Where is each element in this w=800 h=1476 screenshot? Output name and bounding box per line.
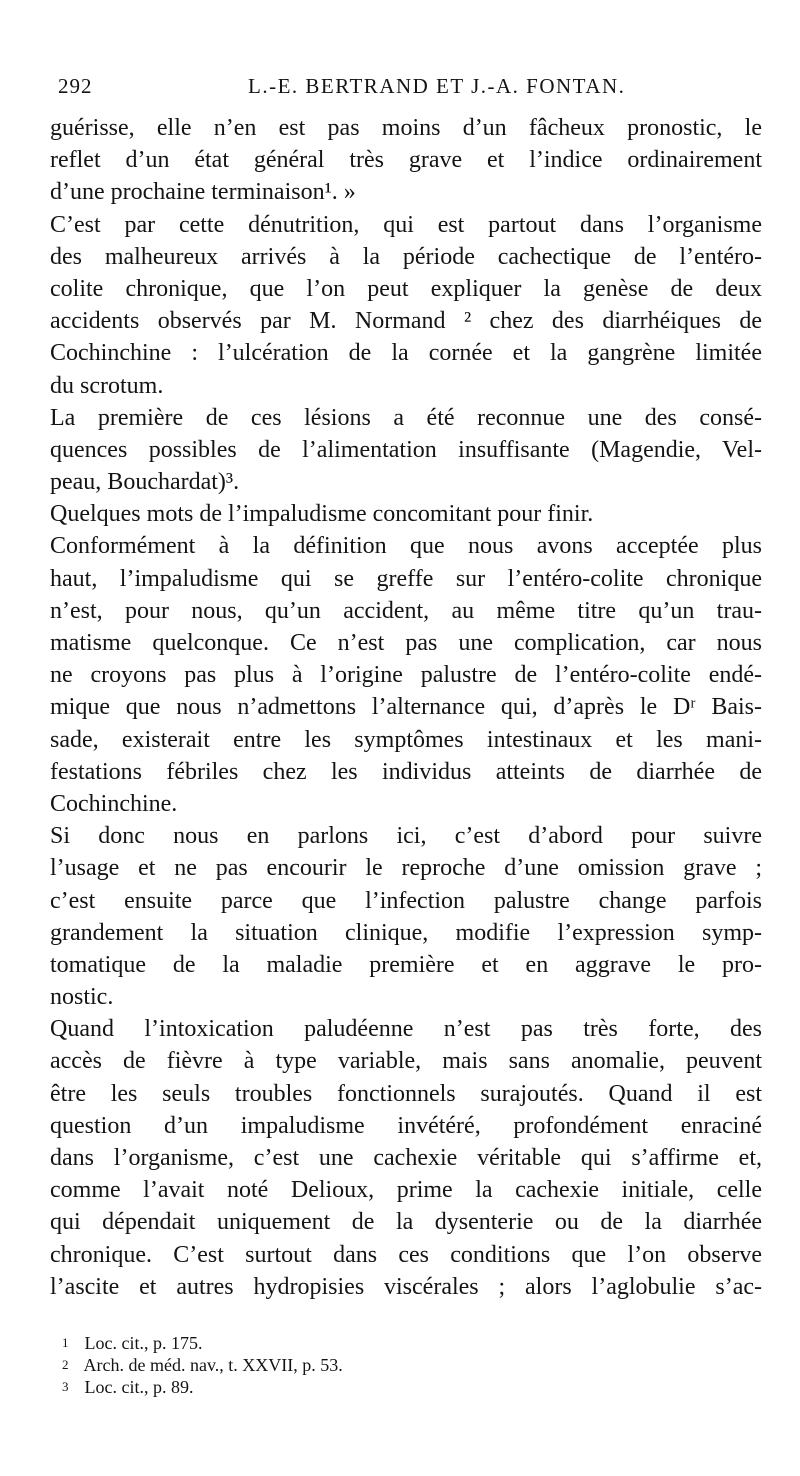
text-line: c’est ensuite parce que l’infection palustre change parfois <box>50 887 762 914</box>
text-line: matisme quelconque. Ce n’est pas une complication, car nous <box>50 630 762 656</box>
footnotes <box>62 1332 662 1398</box>
text-line: dans l’organisme, c’est une cachexie véritable qui s’affirme et, <box>50 1145 762 1171</box>
text-line: haut, l’impaludisme qui se greffe sur l’entéro-colite chronique <box>50 565 762 592</box>
footnote-text: Arch. de méd. nav., t. XXVII, p. 53. <box>83 1355 343 1375</box>
text-line: qui dépendait uniquement de la dysenterie ou de la diarrhée <box>50 1209 762 1236</box>
text-line: Quelques mots de l’impaludisme concomitant pour finir. <box>50 501 594 528</box>
text-line: accès de fièvre à type variable, mais sans anomalie, peuvent <box>50 1048 762 1075</box>
text-line: Quand l’intoxication paludéenne n’est pas très forte, des <box>50 1016 762 1043</box>
footnote <box>62 1354 662 1376</box>
body-text <box>50 112 762 1303</box>
text-line: guérisse, elle n’en est pas moins d’un fâcheux pronostic, le <box>50 115 762 141</box>
text-line: l’usage et ne pas encourir le reproche d’une omission grave ; <box>50 855 762 882</box>
footnote-text: Loc. cit., p. 175. <box>84 1333 203 1353</box>
running-header <box>58 74 758 104</box>
page-number: 292 <box>58 74 93 98</box>
text-line: d’une prochaine terminaison¹. » <box>50 179 356 206</box>
text-line: l’ascite et autres hydropisies viscérales ; alors l’aglobulie s’ac- <box>50 1273 762 1300</box>
text-line: sade, existerait entre les symptômes intestinaux et les mani- <box>50 726 762 753</box>
text-line: chronique. C’est surtout dans ces conditions que l’on observe <box>50 1241 762 1268</box>
text-line: Cochinchine : l’ulcération de la cornée et la gangrène limitée <box>50 340 762 367</box>
running-title: L.-E. BERTRAND ET J.-A. FONTAN. <box>248 74 626 98</box>
text-line: colite chronique, que l’on peut expliquer la genèse de deux <box>50 275 762 302</box>
text-line: ne croyons pas plus à l’origine palustre de l’entéro-colite endé- <box>50 662 762 689</box>
footnote <box>62 1332 662 1354</box>
text-line: des malheureux arrivés à la période cachectique de l’entéro- <box>50 243 762 270</box>
text-line: grandement la situation clinique, modifie l’expression symp- <box>50 919 762 946</box>
text-line: festations fébriles chez les individus atteints de diarrhée de <box>50 758 762 785</box>
text-line: question d’un impaludisme invétéré, profondément enraciné <box>50 1112 762 1139</box>
footnote-text: Loc. cit., p. 89. <box>84 1377 194 1397</box>
text-line: Cochinchine. <box>50 790 178 817</box>
text-line: mique que nous n’admettons l’alternance qui, d’après le Dʳ Bais- <box>50 694 762 721</box>
text-line: tomatique de la maladie première et en aggrave le pro- <box>50 951 762 978</box>
text-line: quences possibles de l’alimentation insuffisante (Magendie, Vel- <box>50 436 762 463</box>
text-line: comme l’avait noté Delioux, prime la cachexie initiale, celle <box>50 1177 762 1204</box>
text-line: peau, Bouchardat)³. <box>50 469 240 496</box>
text-line: La première de ces lésions a été reconnue une des consé- <box>50 404 762 431</box>
text-line: Si donc nous en parlons ici, c’est d’abord pour suivre <box>50 823 762 850</box>
text-line: Conformément à la définition que nous avons acceptée plus <box>50 533 762 560</box>
footnote-mark: 3 <box>62 1379 69 1394</box>
footnote-mark: 1 <box>62 1335 69 1350</box>
footnote <box>62 1376 662 1398</box>
text-line: reflet d’un état général très grave et l’indice ordinairement <box>50 147 762 174</box>
text-line: du scrotum. <box>50 372 164 399</box>
text-line: C’est par cette dénutrition, qui est partout dans l’organisme <box>50 211 762 238</box>
footnote-mark: 2 <box>62 1357 69 1372</box>
text-line: n’est, pour nous, qu’un accident, au même titre qu’un trau- <box>50 597 762 624</box>
text-line: accidents observés par M. Normand ² chez des diarrhéiques de <box>50 308 762 335</box>
text-line: nostic. <box>50 984 114 1011</box>
text-line: être les seuls troubles fonctionnels surajoutés. Quand il est <box>50 1080 762 1107</box>
